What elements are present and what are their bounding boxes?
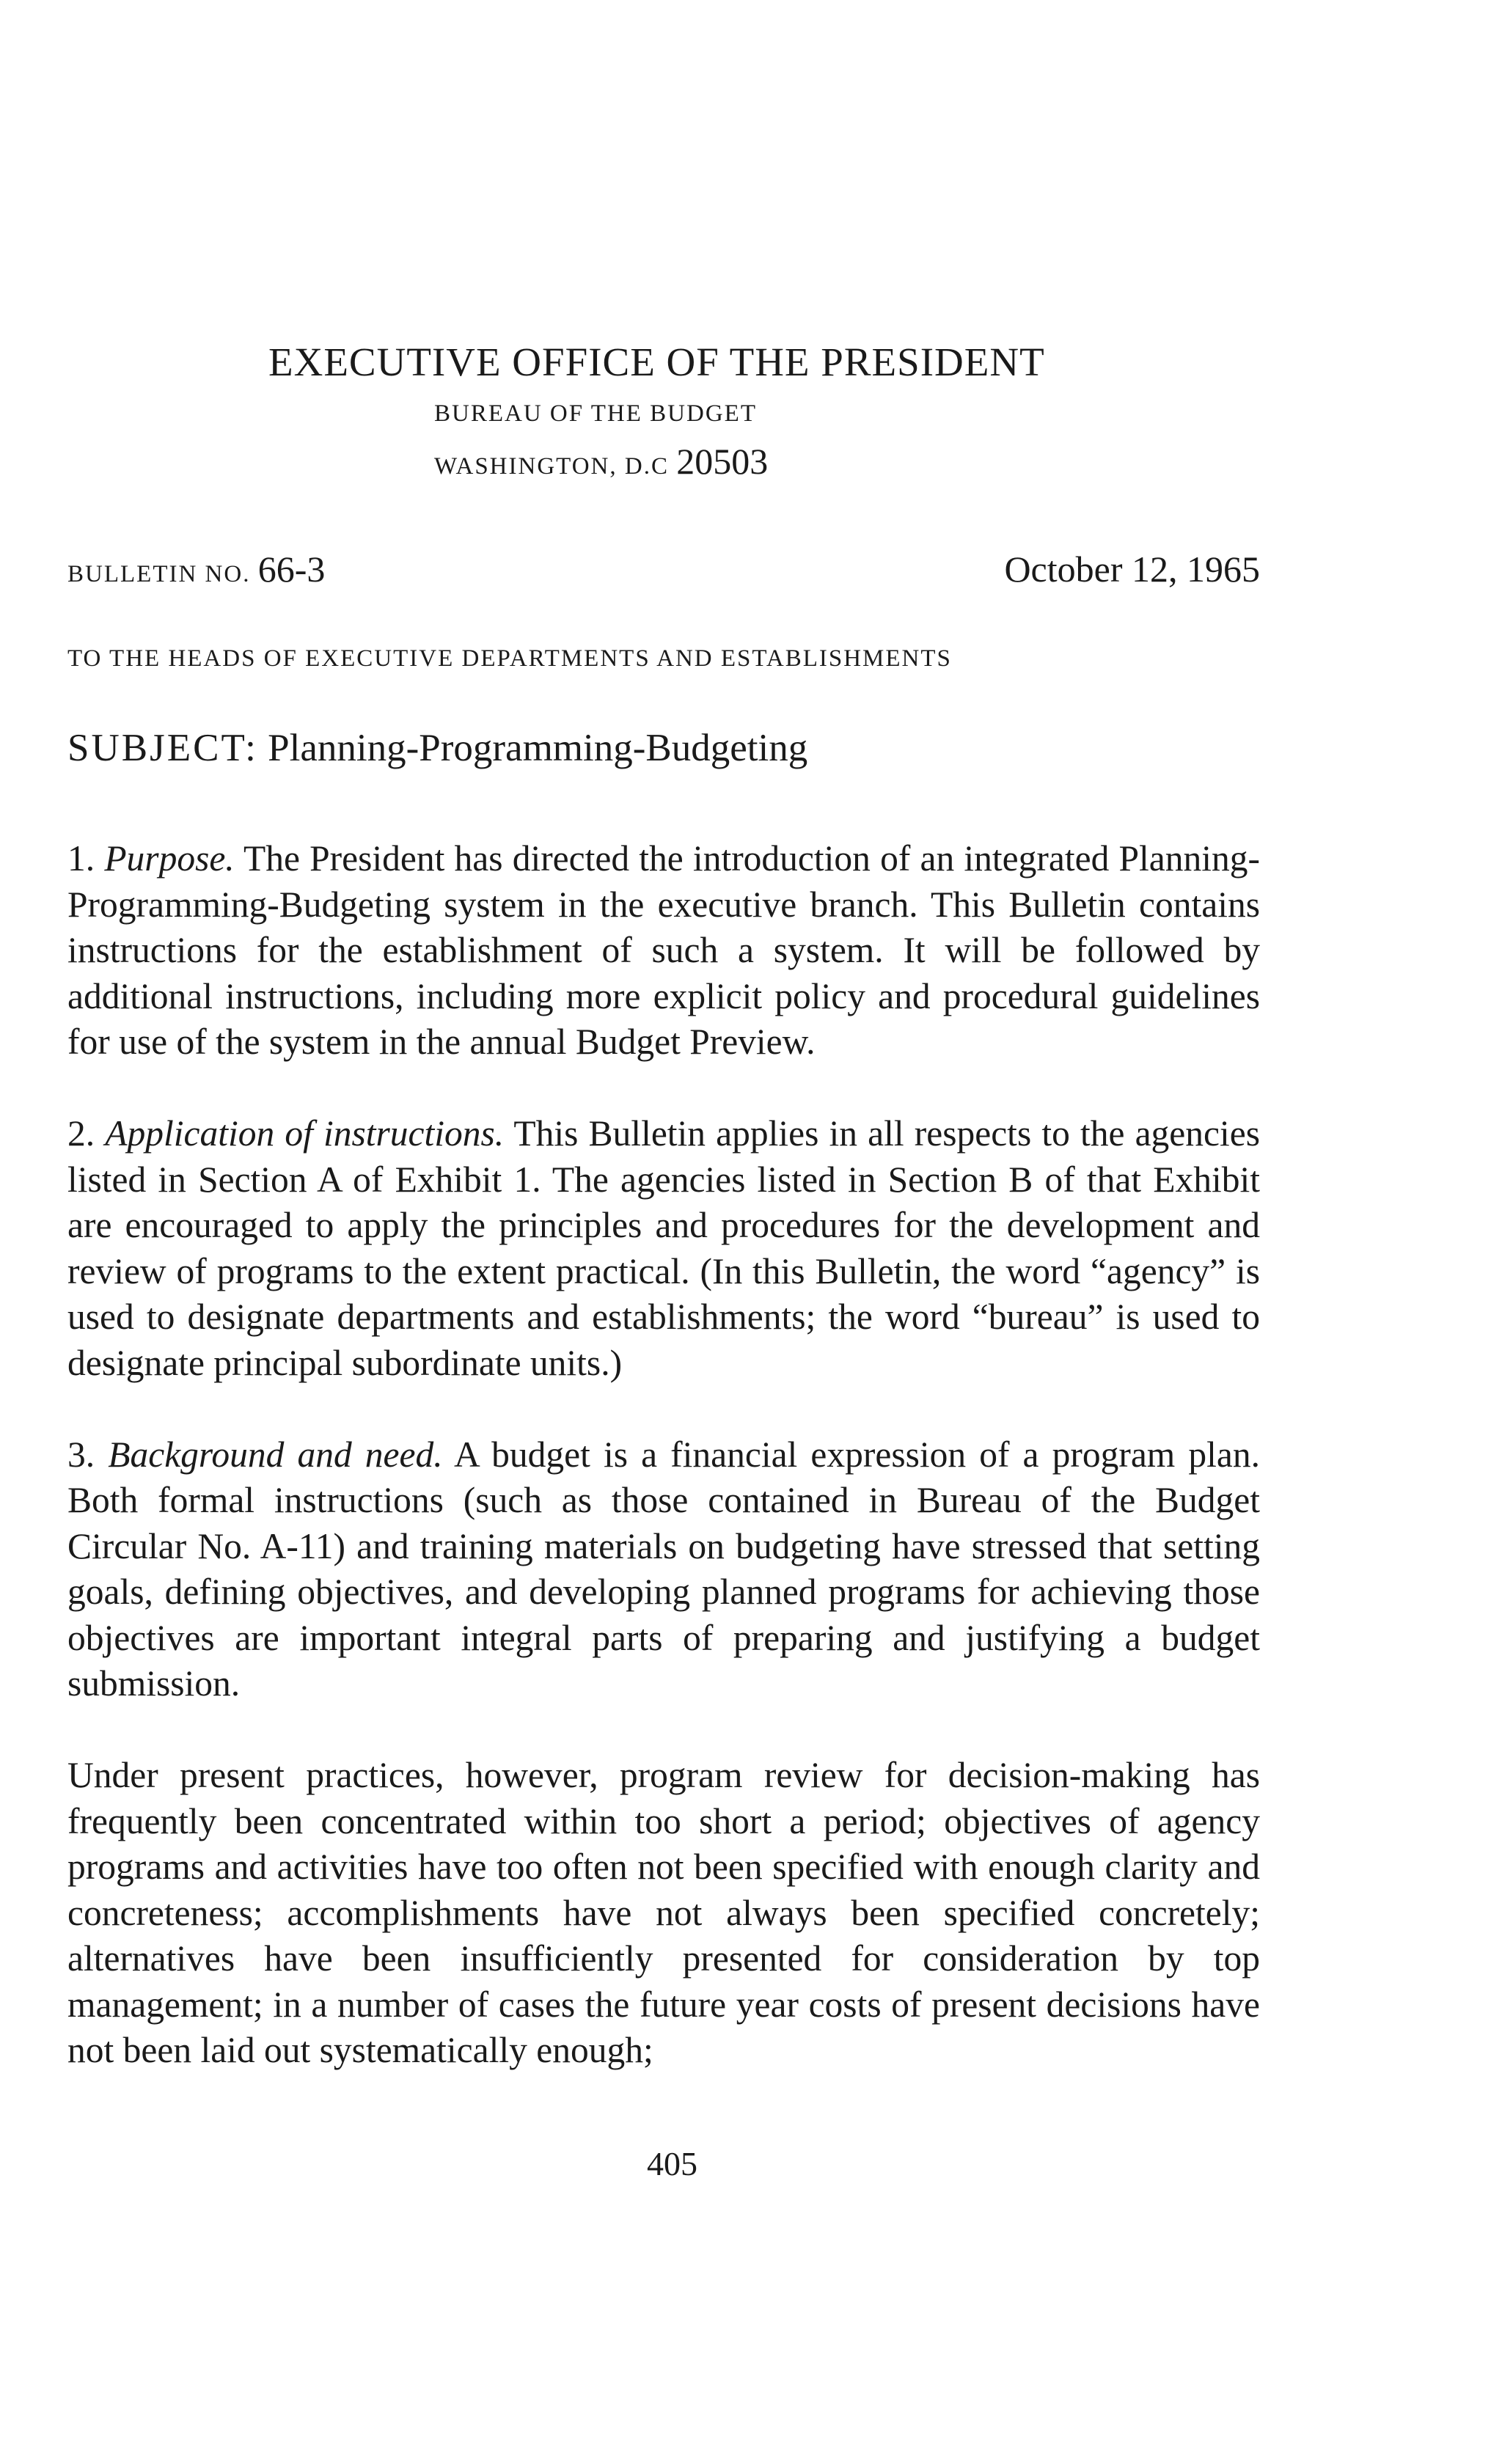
paragraph-heading: Purpose. <box>104 838 235 879</box>
paragraph-heading: Background and need. <box>108 1434 443 1475</box>
office-title: EXECUTIVE OFFICE OF THE PRESIDENT <box>268 340 1045 384</box>
paragraph-heading: Application of instructions. <box>105 1113 505 1154</box>
office-address <box>434 440 768 483</box>
bulletin-number <box>67 548 325 590</box>
paragraph-background <box>67 1432 1260 1707</box>
paragraph-text: This Bulletin applies in all respects to the agencies listed in Section A of Exhibit 1. The agencies listed in Section B of that Exhibit are encouraged to apply the principles and procedures for the development and review of programs to the extent practical. (In this Bulletin, the word “agency” is used to designate departments and establishments; the word “bureau” is used to designate principal subordinate units.) <box>67 1113 1260 1383</box>
body-text <box>67 836 1260 2074</box>
document-page <box>67 0 1260 2464</box>
bulletin-number-value: 66-3 <box>257 549 326 590</box>
subject-label: SUBJECT: <box>67 727 258 769</box>
paragraph-application <box>67 1111 1260 1386</box>
paragraph-number: 3. <box>67 1434 95 1475</box>
page-number: 405 <box>647 2145 697 2182</box>
address-zip: 20503 <box>676 441 769 482</box>
paragraph-present-practices <box>67 1753 1260 2074</box>
addressee-line: TO THE HEADS OF EXECUTIVE DEPARTMENTS AND ESTABLISHMENTS <box>67 645 952 672</box>
paragraph-text: A budget is a financial expression of a program plan. Both formal instructions (such as those contained in Bureau of the Budget Circular No. A-11) and training materials on budgeting have stressed that setting goals, defining objectives, and developing planned programs for achieving those objectives are important integral parts of preparing and justifying a budget submission. <box>67 1434 1261 1704</box>
address-city: WASHINGTON, D.C <box>434 453 669 480</box>
paragraph-number: 1. <box>67 838 95 879</box>
subject-text: Planning-Programming-Budgeting <box>268 727 808 769</box>
bulletin-label: BULLETIN NO. <box>67 561 251 587</box>
subject-line <box>67 726 807 770</box>
paragraph-text: Under present practices, however, program review for decision-making has frequently been concentrated within too short a period; objectives of agency programs and activities have too often not been specified with enough clarity and concreteness; accomplishments have not always been specified concretely; alternatives have been insufficiently presented for consideration by top management; in a number of cases the future year costs of present decisions have not been laid out systematically enough; <box>67 1755 1260 2070</box>
paragraph-purpose <box>67 836 1260 1066</box>
paragraph-text: The President has directed the introduction of an integrated Planning-Programming-Budgeting system in the executive branch. This Bulletin contains instructions for the establishment of such a system. It will be followed by additional instructions, including more explicit policy and procedural guidelines for use of the system in the annual Budget Preview. <box>67 838 1260 1062</box>
bulletin-date: October 12, 1965 <box>1004 549 1260 590</box>
paragraph-number: 2. <box>67 1113 95 1154</box>
bureau-name: BUREAU OF THE BUDGET <box>434 400 757 427</box>
